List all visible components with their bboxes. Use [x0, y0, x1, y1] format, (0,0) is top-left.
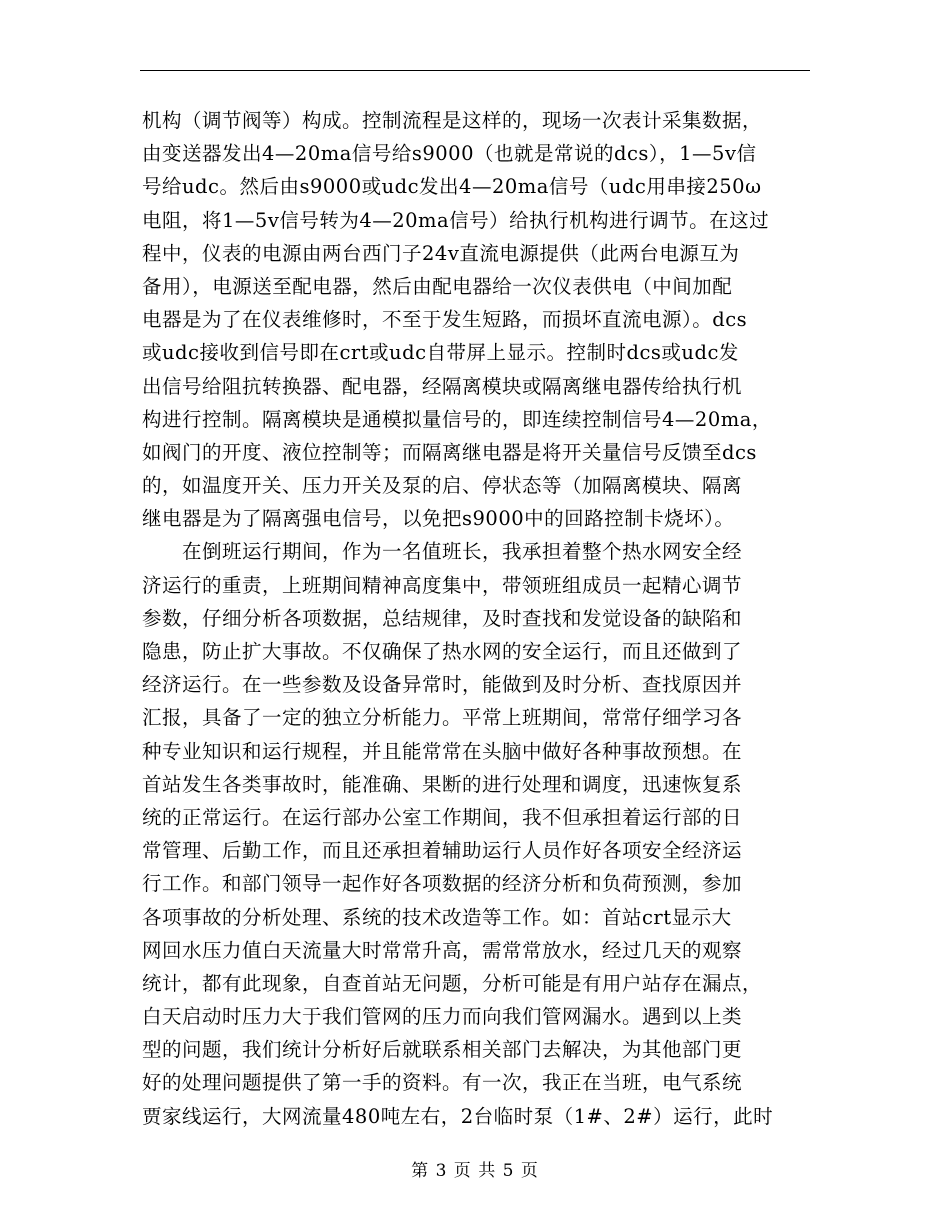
text-line: 好的处理问题提供了第一手的资料。有一次，我正在当班，电气系统 — [142, 1071, 743, 1095]
document-body — [142, 104, 810, 1133]
text-line: 机构（调节阀等）构成。控制流程是这样的，现场一次表计采集数据， — [142, 109, 763, 132]
text-line: 济运行的重责，上班期间精神高度集中，带领班组成员一起精心调节 — [142, 573, 743, 597]
text-line: 如阀门的开度、液位控制等；而隔离继电器是将开关量信号反馈至dcs — [142, 440, 757, 464]
text-line: 统计，都有此现象，自查首站无问题，分析可能是有用户站存在漏点， — [142, 971, 763, 995]
text-line: 首站发生各类事故时，能准确、果断的进行处理和调度，迅速恢复系 — [142, 772, 743, 796]
text-line: 由变送器发出4—20ma信号给s9000（也就是常说的dcs），1—5v信 — [142, 142, 757, 166]
text-line: 贾家线运行，大网流量480吨左右，2台临时泵（1#、2#）运行，此时 — [142, 1104, 774, 1128]
text-line: 汇报，具备了一定的独立分析能力。平常上班期间，常常仔细学习各 — [142, 706, 743, 730]
text-line: 程中，仪表的电源由两台西门子24v直流电源提供（此两台电源互为 — [142, 241, 740, 265]
text-line: 出信号给阻抗转换器、配电器，经隔离模块或隔离继电器传给执行机 — [142, 374, 743, 398]
text-line: 各项事故的分析处理、系统的技术改造等工作。如：首站crt显示大 — [142, 905, 732, 929]
text-line: 种专业知识和运行规程，并且能常常在头脑中做好各种事故预想。在 — [142, 739, 743, 763]
text-line: 经济运行。在一些参数及设备异常时，能做到及时分析、查找原因并 — [142, 673, 743, 697]
text-line: 继电器是为了隔离强电信号，以免把s9000中的回路控制卡烧坏）。 — [142, 507, 735, 531]
text-line: 构进行控制。隔离模块是通模拟量信号的，即连续控制信号4—20ma， — [142, 407, 772, 431]
text-line: 号给udc。然后由s9000或udc发出4—20ma信号（udc用串接250ω — [142, 175, 762, 199]
text-line: 备用），电源送至配电器，然后由配电器给一次仪表供电（中间加配 — [142, 274, 733, 298]
text-line: 参数，仔细分析各项数据，总结规律，及时查找和发觉设备的缺陷和 — [142, 606, 743, 630]
text-line: 常管理、后勤工作，而且还承担着辅助运行人员作好各项安全经济运 — [142, 839, 743, 863]
text-line: 行工作。和部门领导一起作好各项数据的经济分析和负荷预测，参加 — [142, 872, 743, 896]
paragraph-start-line: 在倒班运行期间，作为一名值班长，我承担着整个热水网安全经 — [142, 540, 743, 564]
text-line: 的，如温度开关、压力开关及泵的启、停状态等（加隔离模块、隔离 — [142, 474, 743, 498]
text-line: 白天启动时压力大于我们管网的压力而向我们管网漏水。遇到以上类 — [142, 1005, 743, 1029]
text-line: 网回水压力值白天流量大时常常升高，需常常放水，经过几天的观察 — [142, 938, 743, 962]
text-line: 型的问题，我们统计分析好后就联系相关部门去解决，为其他部门更 — [142, 1038, 743, 1062]
page-footer: 第 3 页 共 5 页 — [411, 1161, 539, 1181]
text-line: 隐患，防止扩大事故。不仅确保了热水网的安全运行，而且还做到了 — [142, 640, 743, 663]
text-line: 电阻，将1—5v信号转为4—20ma信号）给执行机构进行调节。在这过 — [142, 208, 770, 232]
text-line: 统的正常运行。在运行部办公室工作期间，我不但承担着运行部的日 — [142, 805, 743, 829]
header-rule — [140, 70, 810, 71]
text-line: 或udc接收到信号即在crt或udc自带屏上显示。控制时dcs或udc发 — [142, 341, 739, 365]
text-line: 电器是为了在仪表维修时，不至于发生短路，而损坏直流电源）。dcs — [142, 308, 748, 332]
